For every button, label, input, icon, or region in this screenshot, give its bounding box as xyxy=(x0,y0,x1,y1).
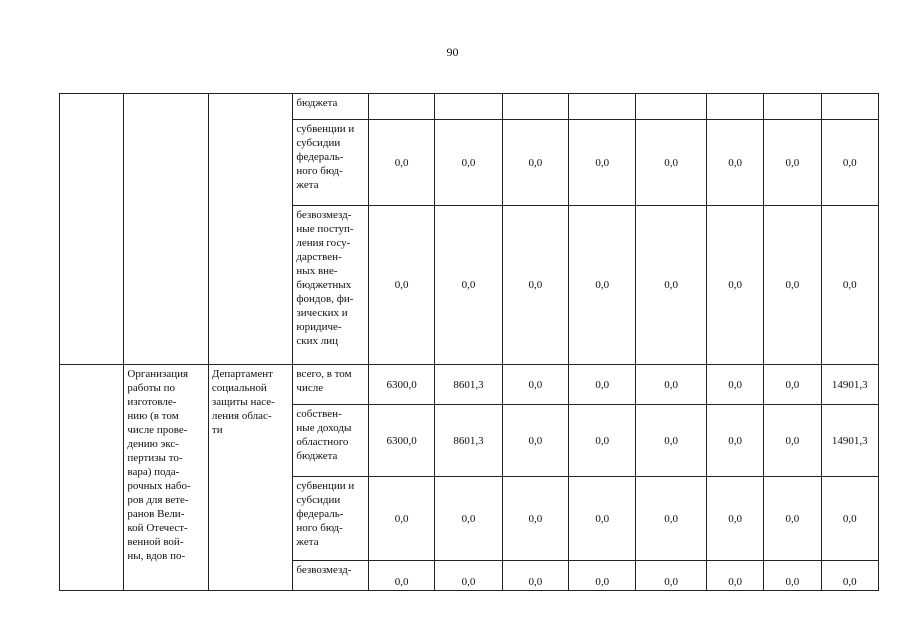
value-cell: 0,0 xyxy=(502,405,568,477)
value-cell: 0,0 xyxy=(502,120,568,206)
table-body-block1 xyxy=(60,94,879,365)
value-cell: 0,0 xyxy=(569,120,636,206)
activity-cell xyxy=(124,94,209,365)
value-cell: 0,0 xyxy=(821,206,878,365)
funding-source-cell: всего, в том числе xyxy=(293,365,368,405)
value-cell xyxy=(764,94,821,120)
value-cell: 0,0 xyxy=(764,477,821,561)
value-cell: 14901,3 xyxy=(821,365,878,405)
table-row xyxy=(60,365,879,405)
value-cell xyxy=(502,94,568,120)
value-cell: 0,0 xyxy=(764,206,821,365)
value-cell xyxy=(368,94,434,120)
value-cell xyxy=(636,94,706,120)
value-cell: 0,0 xyxy=(435,477,502,561)
value-cell xyxy=(706,94,763,120)
value-cell: 0,0 xyxy=(706,405,763,477)
table-row xyxy=(60,94,879,120)
value-cell: 0,0 xyxy=(569,365,636,405)
budget-table xyxy=(59,93,879,591)
table-body-block2 xyxy=(60,365,879,591)
value-cell: 0,0 xyxy=(636,405,706,477)
value-cell: 0,0 xyxy=(569,561,636,591)
funding-source-cell: субвенции и субсидии федераль- ного бюд- жета xyxy=(293,120,368,206)
value-cell: 14901,3 xyxy=(821,405,878,477)
value-cell: 8601,3 xyxy=(435,365,502,405)
value-cell: 0,0 xyxy=(764,405,821,477)
value-cell: 0,0 xyxy=(435,206,502,365)
value-cell: 0,0 xyxy=(502,477,568,561)
value-cell: 0,0 xyxy=(821,561,878,591)
value-cell: 0,0 xyxy=(636,365,706,405)
value-cell: 6300,0 xyxy=(368,405,434,477)
value-cell: 0,0 xyxy=(636,206,706,365)
executor-cell xyxy=(208,94,293,365)
value-cell: 0,0 xyxy=(435,561,502,591)
value-cell: 0,0 xyxy=(706,120,763,206)
value-cell: 0,0 xyxy=(368,206,434,365)
activity-cell: Организация работы по изготовле- нию (в том числе прове- дению экс- пертизы то- вара) пода- рочных набо- ров для вете- ранов Вели- кой Отечест- венной вой- ны, вдов по- xyxy=(124,365,209,591)
funding-source-cell: субвенции и субсидии федераль- ного бюд- жета xyxy=(293,477,368,561)
value-cell: 0,0 xyxy=(821,120,878,206)
funding-source-cell: безвозмезд- xyxy=(293,561,368,591)
value-cell: 0,0 xyxy=(502,561,568,591)
value-cell: 0,0 xyxy=(764,561,821,591)
value-cell: 0,0 xyxy=(706,206,763,365)
funding-source-cell: бюджета xyxy=(293,94,368,120)
value-cell: 0,0 xyxy=(368,477,434,561)
value-cell: 0,0 xyxy=(821,477,878,561)
value-cell: 0,0 xyxy=(502,365,568,405)
value-cell: 0,0 xyxy=(569,405,636,477)
value-cell: 0,0 xyxy=(706,365,763,405)
value-cell: 0,0 xyxy=(435,120,502,206)
value-cell: 0,0 xyxy=(636,120,706,206)
value-cell: 0,0 xyxy=(706,477,763,561)
value-cell: 0,0 xyxy=(764,120,821,206)
value-cell: 8601,3 xyxy=(435,405,502,477)
value-cell: 0,0 xyxy=(636,477,706,561)
value-cell xyxy=(569,94,636,120)
value-cell xyxy=(435,94,502,120)
page-number: 90 xyxy=(446,45,459,59)
value-cell: 0,0 xyxy=(764,365,821,405)
value-cell: 0,0 xyxy=(636,561,706,591)
row-number-cell xyxy=(60,94,124,365)
value-cell: 0,0 xyxy=(706,561,763,591)
value-cell: 0,0 xyxy=(569,477,636,561)
row-number-cell xyxy=(60,365,124,591)
value-cell: 0,0 xyxy=(569,206,636,365)
value-cell: 0,0 xyxy=(368,120,434,206)
value-cell: 0,0 xyxy=(368,561,434,591)
value-cell: 6300,0 xyxy=(368,365,434,405)
funding-source-cell: безвозмезд- ные поступ- ления госу- дарствен- ных вне- бюджетных фондов, фи- зических и юридиче- ских лиц xyxy=(293,206,368,365)
executor-cell: Департамент социальной защиты насе- ления облас- ти xyxy=(208,365,293,591)
value-cell: 0,0 xyxy=(502,206,568,365)
funding-source-cell: собствен- ные доходы областного бюджета xyxy=(293,405,368,477)
value-cell xyxy=(821,94,878,120)
